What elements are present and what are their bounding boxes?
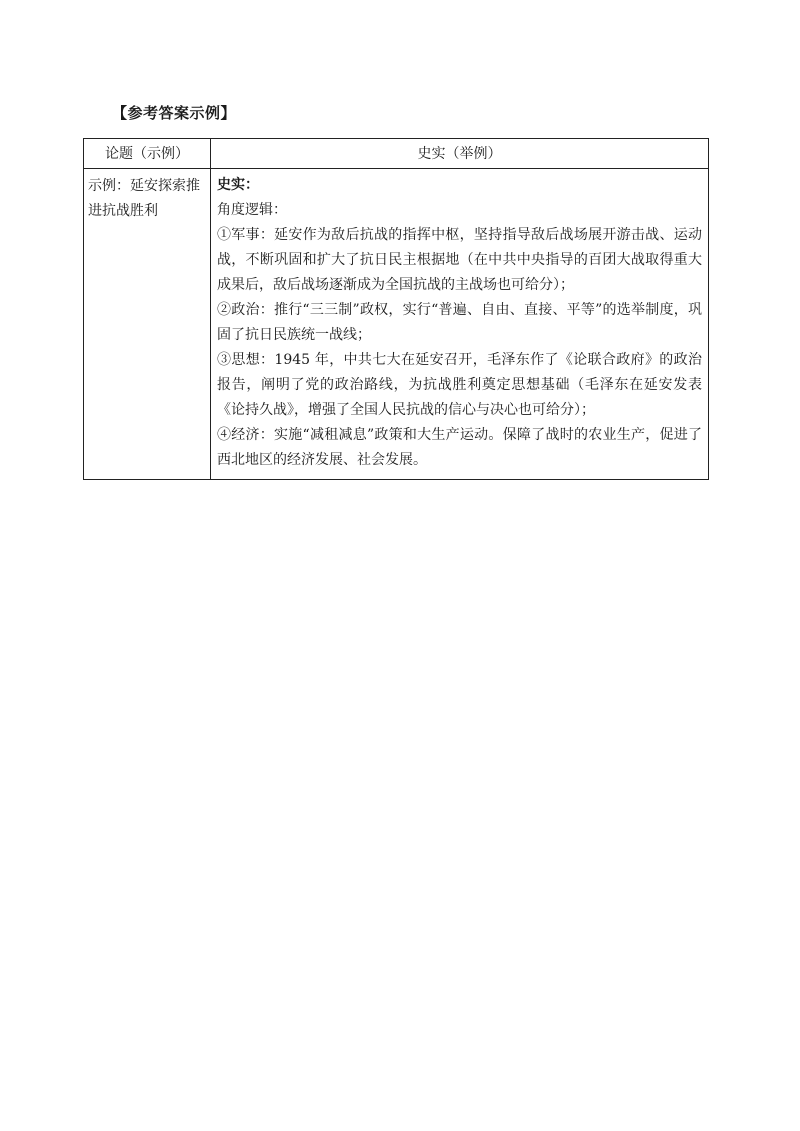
point-military: ①军事：延安作为敌后抗战的指挥中枢，坚持指导敌后战场展开游击战、运动战，不断巩固和扩大了抗日民主根据地（在中共中央指导的百团大战取得重大成果后，敌后战场逐渐成为全国抗战的主战场也可给分）； [217, 227, 702, 293]
facts-intro: 角度逻辑： [217, 202, 287, 218]
facts-cell [211, 169, 709, 480]
answer-table [83, 138, 709, 480]
point-thought: ③思想：1945 年，中共七大在延安召开，毛泽东作了《论联合政府》的政治报告，阐明了党的政治路线，为抗战胜利奠定思想基础（毛泽东在延安发表《论持久战》，增强了全国人民抗战的信心与决心也可给分）； [217, 352, 702, 418]
header-topic: 论题（示例） [84, 139, 211, 169]
point-politics: ②政治：推行“三三制”政权，实行“普遍、自由、直接、平等”的选举制度，巩固了抗日民族统一战线； [217, 302, 702, 343]
topic-cell: 示例：延安探索推进抗战胜利 [84, 169, 211, 480]
facts-title: 史实： [217, 177, 259, 193]
table-header-row [84, 139, 709, 169]
header-facts: 史实（举例） [211, 139, 709, 169]
table-row [84, 169, 709, 480]
point-economy: ④经济：实施“减租减息”政策和大生产运动。保障了战时的农业生产，促进了西北地区的经济发展、社会发展。 [217, 427, 702, 468]
answer-heading: 【参考答案示例】 [112, 104, 237, 122]
